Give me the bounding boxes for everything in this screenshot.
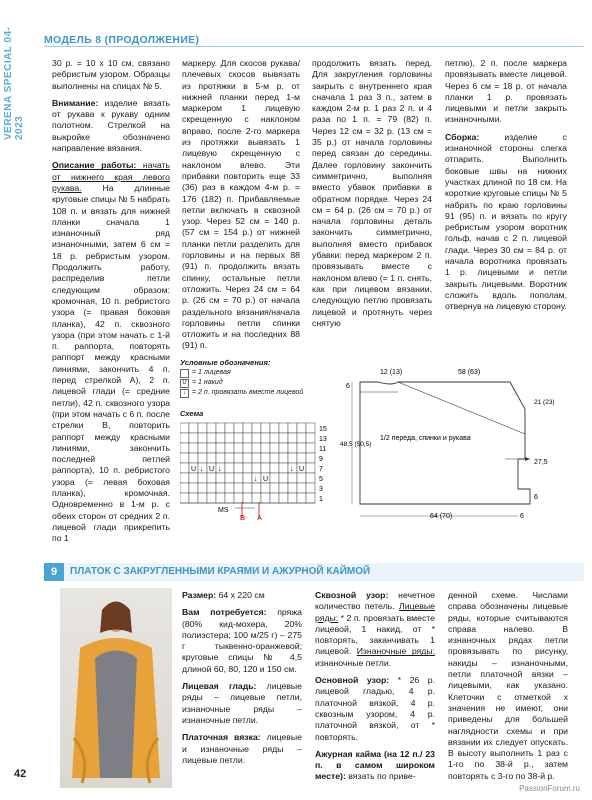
chart-cell [198,453,207,463]
garter-text: лицевые и изнаночные ряды – лицевые петли. [182,732,302,765]
chart-cell [270,423,279,433]
materials-label: Вам потребуется: [182,607,267,618]
section-9-number: 9 [44,563,64,581]
description-underlined: начать от нижнего края левого рукава. [52,160,170,193]
chart-symbol: U [209,466,215,473]
chart-cell [234,463,243,473]
chart-cell [225,483,234,493]
attention-label: Внимание: [52,97,99,108]
column-2-text: маркеру. Для скосов рукава/плечевых скосов вывязать из протяжки в 5-м р. от нижней планки перед 1-м маркером 1 лицевую скрещенную с наклоном вправо, после 2-го маркера из протяжки вывязать 1 лицевую скрещенную с наклоном влево. Эти прибавки повторить еще 33 (36) раз в каждом 4-м р. = 176 (182) п. Прибавляемые петли включать в сквозной узор. Через 52 см = 140 р. (57 см = 154 р.) от нижней планки петли разделить для горловины и на первых 88 (91) п. продолжить вязать спинку, остальные петли отложить. Через 24 см = 64 р. (26 см = 70 р.) от начала раздельного вязания/начала горловины петли спинки отложить и на последних 88 (91) п. [182,58,300,351]
chart-cell [207,453,216,463]
chart-cell [252,483,261,493]
chart-cell [252,433,261,443]
chart-cell [216,483,225,493]
border-label: Ажурная кайма (на 12 п./ 23 п. в самом широком месте): [315,748,435,782]
chart-cell [180,443,189,453]
chart-cell [198,443,207,453]
garter-label: Платочная вязка: [182,732,261,743]
chart-cell [297,443,306,453]
chart-cell [306,493,315,503]
attention-text: изделие вязать от рукава к рукаву одним полотном. Стрелкой на выкройке обозначено направление вязания. [52,97,170,154]
chart-cell [252,463,261,473]
row-number: 3 [319,486,323,493]
openwork-ws-text: изнаночные петли. [315,657,392,668]
chart-cell [279,473,288,483]
chart-cell [243,463,252,473]
chart-cell [306,433,315,443]
chart-cell [198,433,207,443]
chart-cell [198,493,207,503]
chart-cell [198,423,207,433]
chart-cell [252,443,261,453]
legend-item-k2tog [180,388,345,398]
chart-cell [243,493,252,503]
row-number: 5 [319,476,323,483]
chart-cell [189,423,198,433]
dim-bottom: 64 (70) [430,513,453,520]
chart-cell [234,483,243,493]
chart-cell [216,443,225,453]
chart-cell [243,423,252,433]
chart-cell [252,423,261,433]
chart-cell [288,483,297,493]
attention-paragraph [52,98,170,154]
page-number: 42 [14,768,27,780]
chart-cell [225,453,234,463]
chart-cell [261,423,270,433]
chart-cell [207,423,216,433]
legend-label: = 1 лицевая [192,369,231,376]
knitting-chart [180,420,340,522]
chart-cell [207,443,216,453]
assembly-text: изделие с изнаночной стороны слегка отпарить. Выполнить боковые швы на нижних участках длиной по 18 см. На короткие круговые спицы № 5 набрать по краю горловины 91 (95) п. и вязать по кругу ребристым узором воротник гольф, начав с 2 п. лицевой глади. Через 30 см = 84 р. от начала воротника провязать 1 р. лицевыми и петли закрыть лицевыми. Воротник сложить вдоль пополам, отвернув на лицевую сторону. [445,131,567,312]
chart-cell [207,473,216,483]
chart-cell [261,453,270,463]
chart-cell [279,443,288,453]
chart-cell [180,433,189,443]
description-text: На длинные круговые спицы № 5 набрать 108 п. и вязать для нижней планки сначала 1 изнаночный ряд изнаночными, затем 6 см = 18 р. ребристым узором. Продолжить работу, распределив петли следующим образом: кромочная, 10 п. ребристого узора (= правая боковая планка), 42 п. сквозного узора (при этом начать с 1-й п. раппорта, повторять раппорт между красными линиями, закончить 4 п. перед стрелкой А), 2 п. лицевой глади (= средние петли), 42 п. сквозного узора (при этом начать с 6 п. после стрелки В, повторить раппорт между красными линиями, закончить последней петлей раппорта), 10 п. ребристого узора (= левая боковая планка), кромочная. Одновременно в 1-м р. с обеих сторон от средних 2 п. лицевой глади прикрепить по 1 [52,182,170,544]
legend-label: = 1 накид [192,379,223,386]
chart-cell [225,443,234,453]
chart-cell [207,483,216,493]
sleeve-line [398,382,525,434]
chart-cell [234,443,243,453]
chart-cell [306,423,315,433]
chart-cell [288,453,297,463]
chart-cell [306,463,315,473]
chart-cell [225,423,234,433]
chart-cell [288,473,297,483]
section-9-column-2 [315,590,435,789]
chart-cell [306,443,315,453]
assembly-paragraph [445,132,567,313]
chart-cell [189,473,198,483]
chart-cell [234,453,243,463]
magazine-title: VERENA SPECIAL 04-2023 [3,26,25,140]
materials-text: пряжа (80% кид-мохера, 20% полиэстера; 100 м/25 г) – 275 г тыквенно-оранжевой; круговые спицы № 4,5 длиной 60, 80, 120 и 150 см. [182,607,303,674]
openwork-rs-label: Лицевые ряды: [315,601,435,623]
chart-cell [243,453,252,463]
chart-cell [270,483,279,493]
chart-cell [189,443,198,453]
chart-cell [297,433,306,443]
stockinette-text: лицевые ряды – лицевые петли, изнаночные ряды – изнаночные петли. [182,681,302,725]
site-watermark: PassionForum.ru [519,784,580,793]
openwork-paragraph [315,590,435,669]
openwork-label: Сквозной узор: [315,590,389,600]
section-9-title: ПЛАТОК С ЗАКРУГЛЕННЫМИ КРАЯМИ И АЖУРНОЙ КАЙМОЙ [70,566,371,577]
size-paragraph [182,590,302,601]
main-pattern-label: Основной узор: [315,675,390,686]
stockinette-label: Лицевая гладь: [182,681,257,692]
dim-right-bottom: 6 [534,494,538,501]
chart-symbol: U [299,466,305,473]
chart-cell [234,433,243,443]
chart-cell [288,423,297,433]
chart-cell [234,473,243,483]
legend-title: Условные обозначения: [180,358,271,367]
chart-cell [180,483,189,493]
chart-cell [279,493,288,503]
chart-cell [234,423,243,433]
row-number: 9 [319,456,323,463]
chart-cell [189,483,198,493]
chart-cell [270,473,279,483]
chart-cell [306,483,315,493]
chart-cell [243,473,252,483]
chart-cell [243,483,252,493]
chart-cell [180,423,189,433]
chart-cell [216,423,225,433]
chart-cell [234,493,243,503]
chart-cell [225,473,234,483]
chart-cell [225,493,234,503]
text-column-2 [182,58,300,358]
yarnover-symbol-icon: U [180,379,189,388]
chart-cell [180,463,189,473]
row-number: 11 [319,446,327,453]
chart-cell [306,453,315,463]
side-strip [0,0,27,800]
stockinette-paragraph [182,681,302,726]
garment-pattern [340,364,560,522]
chart-cell [225,433,234,443]
chart-cell [297,453,306,463]
text-column-3 [312,58,432,335]
chart-cell [288,493,297,503]
border-text: вязать по приве- [345,771,416,782]
size-label: Размер: [182,590,217,600]
knit-symbol-icon [180,369,189,378]
openwork-text: нечетное количество петель. [315,590,435,612]
chart-cell [225,463,234,473]
chart-cell [261,493,270,503]
section-header [44,30,584,47]
chart-cell [279,433,288,443]
legend-item-yarnover [180,378,345,388]
chart-symbol: ↓ [200,466,204,473]
ms-label: MS [218,507,229,514]
chart-cell [207,433,216,443]
chart-cell [180,453,189,463]
chart-cell [216,453,225,463]
section-title: МОДЕЛЬ 8 (ПРОДОЛЖЕНИЕ) [44,34,200,46]
chart-cell [189,453,198,463]
openwork-ws-label: Изнаночные ряды: [356,646,435,657]
chart-cell [189,433,198,443]
dim-neck: 12 (13) [380,369,403,376]
row-number: 15 [319,426,327,433]
chart-cell [180,473,189,483]
chart-cell [261,443,270,453]
chart-cell [252,453,261,463]
chart-grid [180,423,315,503]
chart-cell [207,493,216,503]
dim-top: 58 (63) [458,369,481,376]
finish-paragraph: петлю), 2 п. после маркера провязывать вместе лицевой. Через 6 см = 18 р. от начала планки 1 р. провязать лицевыми и петли закрыть изнаночными. [445,58,567,125]
row-number: 7 [319,466,323,473]
border-paragraph [315,749,435,783]
chart-cell [270,463,279,473]
garter-paragraph [182,732,302,766]
chart-cell [288,443,297,453]
dim-right-top: 21 (23) [534,399,555,406]
arrow-head-icon [525,457,530,461]
arrow-b-label: B [240,515,246,522]
main-pattern-paragraph [315,675,435,743]
chart-cell [279,453,288,463]
chart-cell [270,453,279,463]
dim-height: 48,5 (50,5) [340,441,372,448]
chart-instructions: денной схеме. Числами справа обозначены лицевые ряды, которые считываются справа налево. В изнаночных рядах петли провязывать по рисунку, накиды – изнаночными, петли платочной вязки – лицевыми, как указано. Клеточки с отметкой x значения не имеют, они приведены для большей наглядности схемы и при вязании их следует опускать. В высоту выполнить 1 раз с 1-го по 38-й р., затем повторять с 3-го по 38-й р. [448,590,568,781]
gauge-paragraph: 30 р. = 10 х 10 см, связано ребристым узором. Образцы выполнены на спицах № 5. [52,58,170,91]
dim-right-mid: 27,5 [534,459,548,466]
chart-cell [252,493,261,503]
section-9-column-1 [182,590,302,772]
model-photo [60,588,172,788]
chart-cell [243,443,252,453]
chart-cell [270,443,279,453]
schema-title: Схема [180,409,204,418]
chart-cell [297,483,306,493]
chart-row-numbers [319,426,327,503]
main-pattern-text: * 26 р. лицевой гладью, 4 р. платочной вязкой, 4 р. сквозным узором, 4 р. платочной вязкой, от * повторять. [315,675,435,742]
legend-item-knit [180,368,345,378]
chart-cell [180,493,189,503]
chart-cell [261,483,270,493]
text-column-4 [445,58,567,319]
k2tog-symbol-icon: ↓ [180,389,189,398]
chart-cell [198,473,207,483]
shawl-model-illustration [60,588,172,788]
chart-cell [216,433,225,443]
chart-symbol: U [263,476,269,483]
openwork-rs-text: * 2 п. провязать вместе лицевой, 1 накид, от * повторять, заканчивать 1 лицевой. [315,612,435,657]
section-9-column-3 [448,590,568,788]
chart-cell [216,473,225,483]
chart-symbol: ↓ [218,466,222,473]
chart-cell [270,493,279,503]
chart-cell [297,423,306,433]
chart-cell [198,483,207,493]
section-9-header [44,563,584,581]
pattern-label: 1/2 переда, спинки и рукава [380,435,471,442]
symbol-legend [180,358,345,398]
materials-paragraph [182,607,302,675]
chart-cell [297,473,306,483]
chart-cell [279,423,288,433]
arrow-a-label: A [257,515,263,522]
chart-cell [297,493,306,503]
dim-bottom-right: 6 [520,513,524,520]
chart-cell [189,493,198,503]
dim-left-top: 6 [346,383,350,390]
description-paragraph [52,160,170,544]
description-label: Описание работы: [52,160,137,171]
chart-cell [270,433,279,443]
row-number: 1 [319,496,323,503]
chart-symbol: U [191,466,197,473]
pattern-outline [360,382,530,504]
chart-cell [279,463,288,473]
chart-cell [261,463,270,473]
chart-cell [243,433,252,443]
chart-symbol: ↓ [254,476,258,483]
chart-cell [261,433,270,443]
assembly-label: Сборка: [445,131,480,142]
chart-cell [279,483,288,493]
legend-label: = 2 п. провязать вместе лицевой [192,389,304,396]
row-number: 13 [319,436,327,443]
column-3-text: продолжить вязать перед. Для закругления горловины закрыть с внутреннего края сначала 1 раз 3 п., затем в каждом 2-м р. 1 раз 2 п. и 4 раза по 1 п. = 79 (82) п. Через 12 см = 32 р. (13 см = 35 р.) от начала горловины перед связан до середины. Далее горловину закончить симметрично, выполняя вместо убавок прибавки в обратном порядке. Через 24 см = 64 р. (26 см = 70 р.) от начала горловины деталь закончить симметрично, выполняя вместо прибавок убавки: перед маркером 2 п. провязывать вместе с наклоном влево (= 1 п. снять, как при лицевом вязании, следующую петлю провязать лицевой и протянуть через снятую [312,58,432,328]
chart-cell [216,493,225,503]
size-text: 64 х 220 см [216,590,265,600]
chart-symbol: ↓ [290,466,294,473]
text-column-1 [52,58,170,550]
chart-cell [288,433,297,443]
chart-cell [306,473,315,483]
